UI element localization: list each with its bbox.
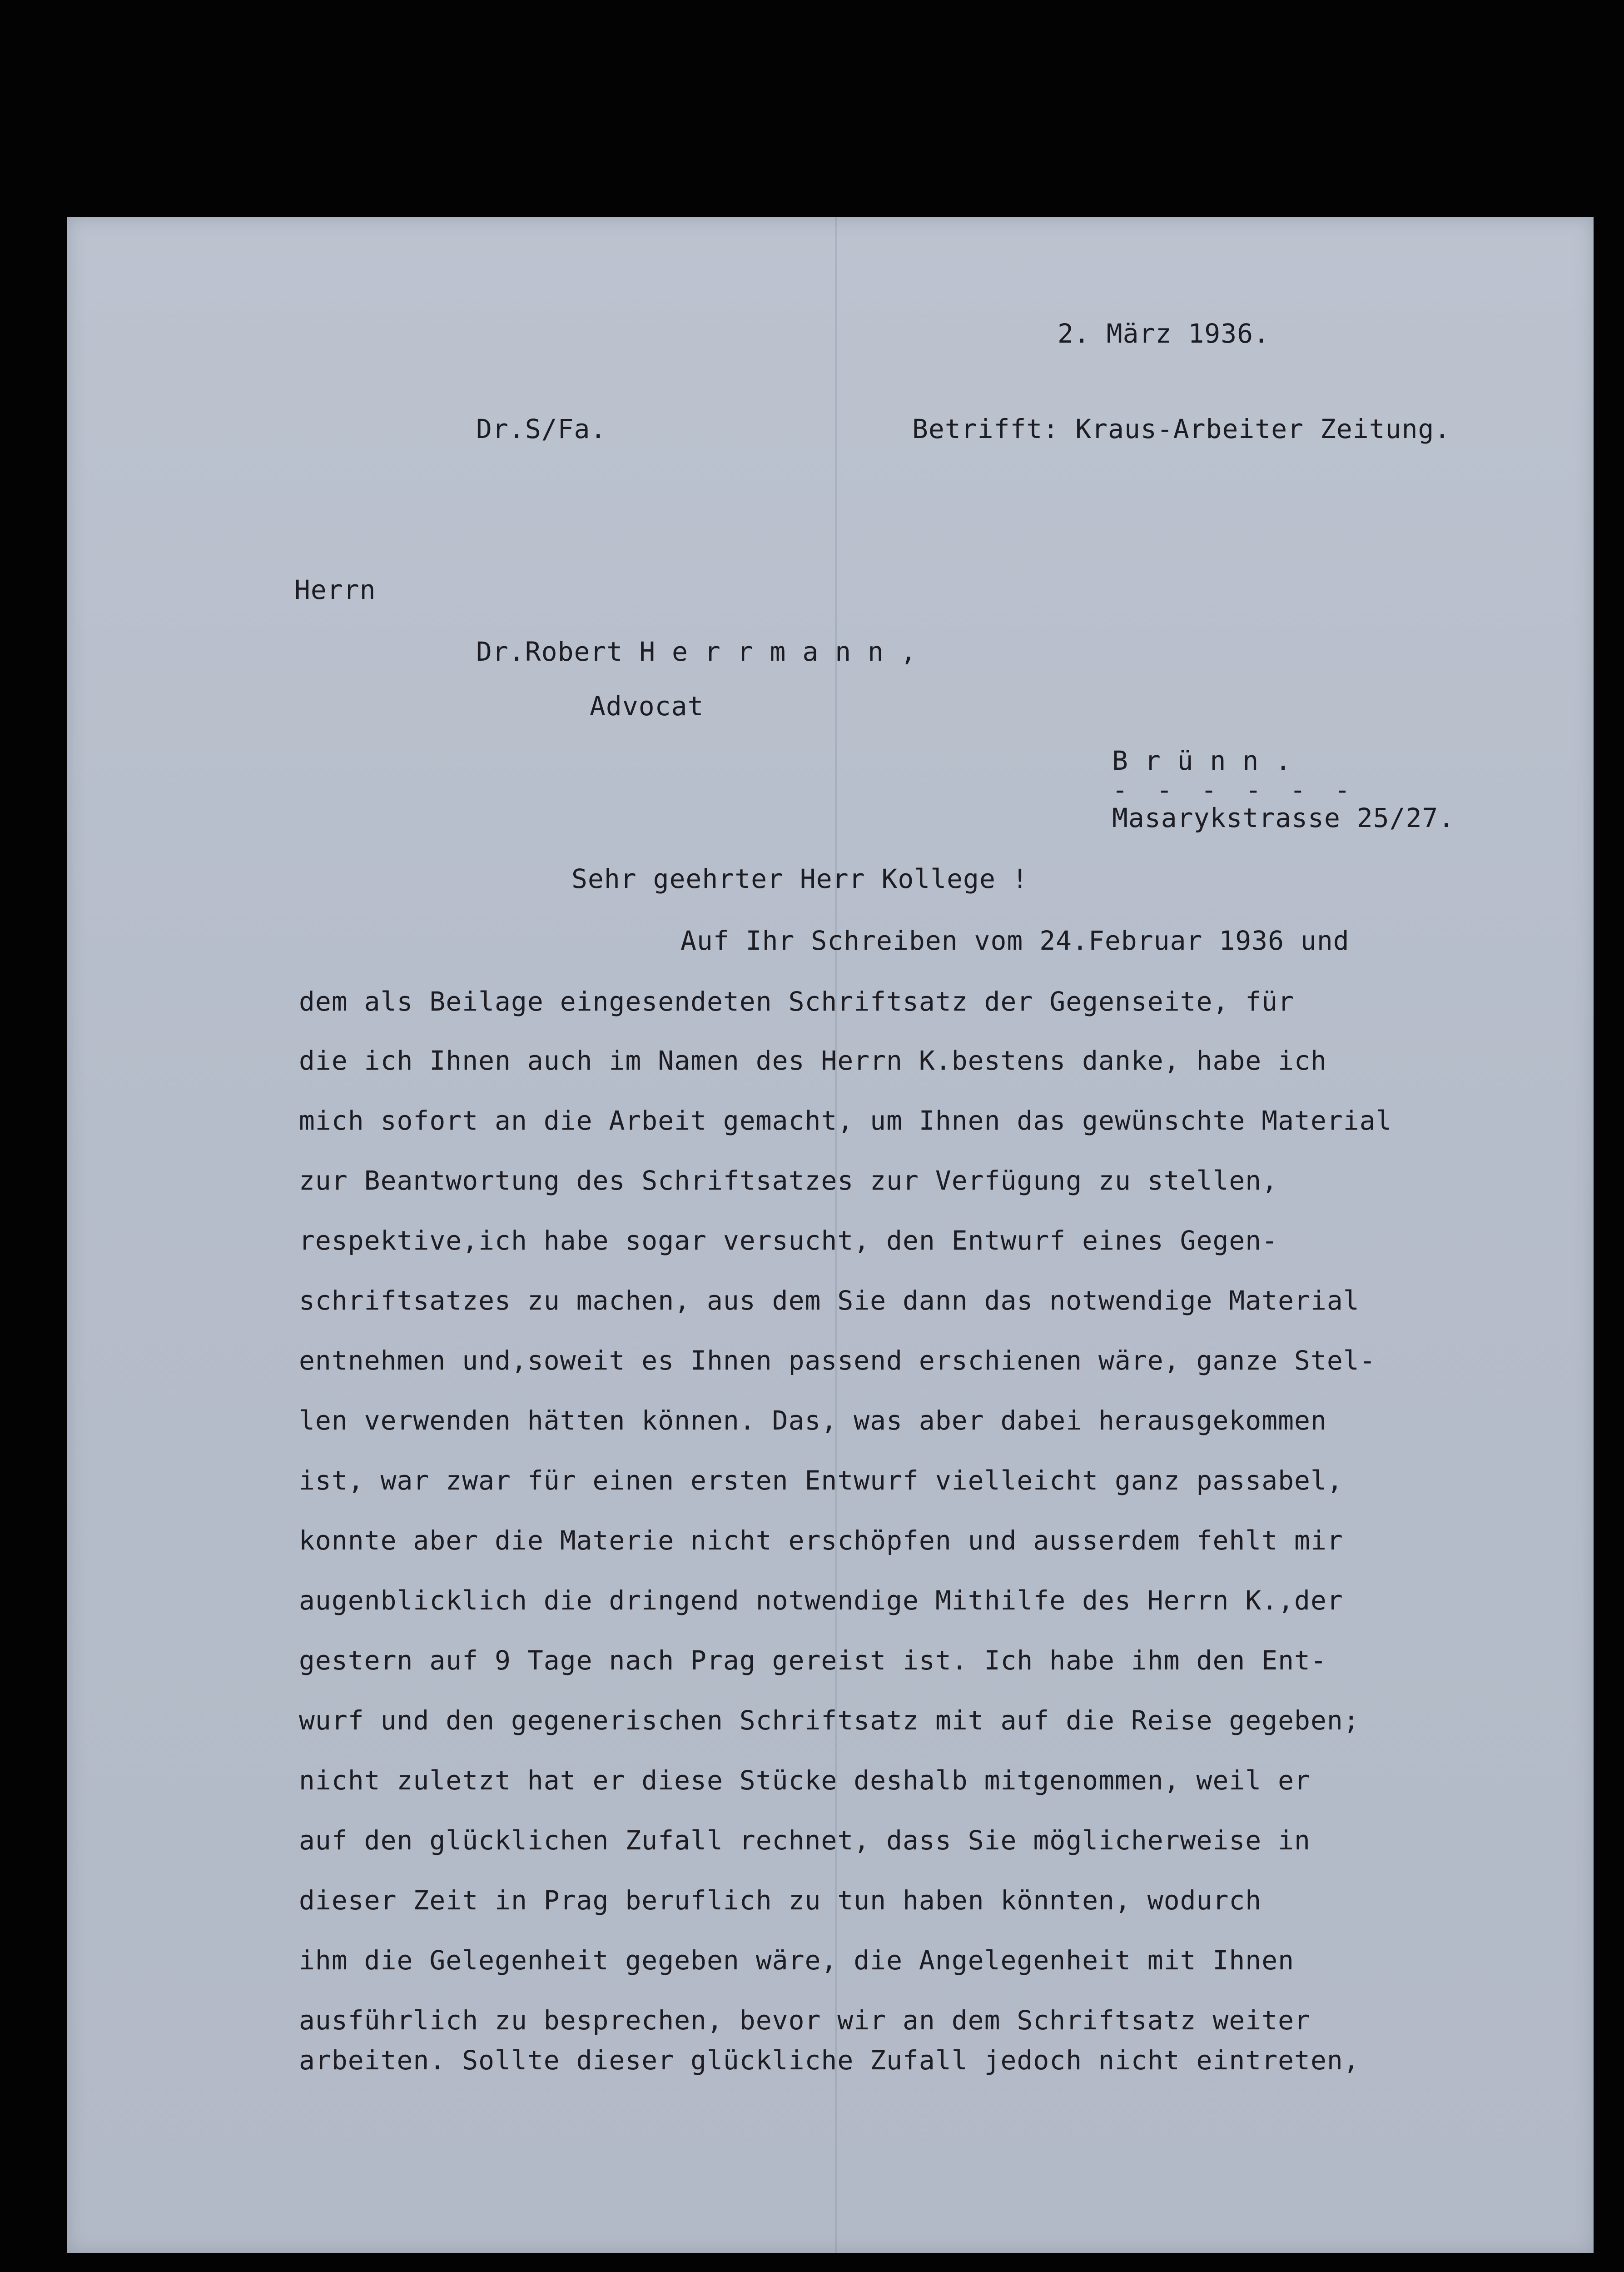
body-line: ihm die Gelegenheit gegeben wäre, die Angelegenheit mit Ihnen [299,1945,1295,1976]
body-line: auf den glücklichen Zufall rechnet, dass Sie möglicherweise in [299,1825,1311,1856]
letter-date: 2. März 1936. [1058,318,1270,349]
body-line: Auf Ihr Schreiben vom 24.Februar 1936 und [680,925,1350,956]
subject-line: Betrifft: Kraus-Arbeiter Zeitung. [912,414,1451,444]
body-line: nicht zuletzt hat er diese Stücke deshalb mitgenommen, weil er [299,1765,1311,1796]
city-underline: - - - - - - [1112,774,1357,805]
body-line: mich sofort an die Arbeit gemacht, um Ihnen das gewünschte Material [299,1105,1392,1136]
recipient-name: Dr.Robert H e r r m a n n , [476,636,917,667]
body-line: schriftsatzes zu machen, aus dem Sie dann das notwendige Material [299,1285,1360,1316]
recipient-city: B r ü n n . [1112,745,1292,776]
recipient-salutation: Herrn [294,574,376,605]
recipient-street: Masarykstrasse 25/27. [1112,802,1455,833]
body-line: respektive,ich habe sogar versucht, den Entwurf eines Gegen- [299,1225,1278,1256]
reference-code: Dr.S/Fa. [476,414,607,444]
body-line: augenblicklich die dringend notwendige Mithilfe des Herrn K.,der [299,1585,1343,1616]
body-line: dieser Zeit in Prag beruflich zu tun haben könnten, wodurch [299,1885,1262,1916]
greeting: Sehr geehrter Herr Kollege ! [571,863,1028,894]
body-line: ausführlich zu besprechen, bevor wir an dem Schriftsatz weiter [299,2005,1311,2036]
body-line: ist, war zwar für einen ersten Entwurf vielleicht ganz passabel, [299,1465,1343,1496]
body-line: zur Beantwortung des Schriftsatzes zur Verfügung zu stellen, [299,1165,1278,1196]
recipient-title: Advocat [590,691,704,722]
letter-page [67,217,1594,2253]
body-line: dem als Beilage eingesendeten Schriftsatz der Gegenseite, für [299,986,1295,1017]
body-line: konnte aber die Materie nicht erschöpfen und ausserdem fehlt mir [299,1525,1343,1556]
body-line: len verwenden hätten können. Das, was aber dabei herausgekommen [299,1405,1327,1436]
body-line: arbeiten. Sollte dieser glückliche Zufall jedoch nicht eintreten, [299,2045,1360,2076]
body-line: gestern auf 9 Tage nach Prag gereist ist. Ich habe ihm den Ent- [299,1645,1327,1676]
body-line: die ich Ihnen auch im Namen des Herrn K.bestens danke, habe ich [299,1045,1327,1076]
body-line: wurf und den gegenerischen Schriftsatz mit auf die Reise gegeben; [299,1705,1360,1736]
body-line: entnehmen und,soweit es Ihnen passend erschienen wäre, ganze Stel- [299,1345,1376,1376]
